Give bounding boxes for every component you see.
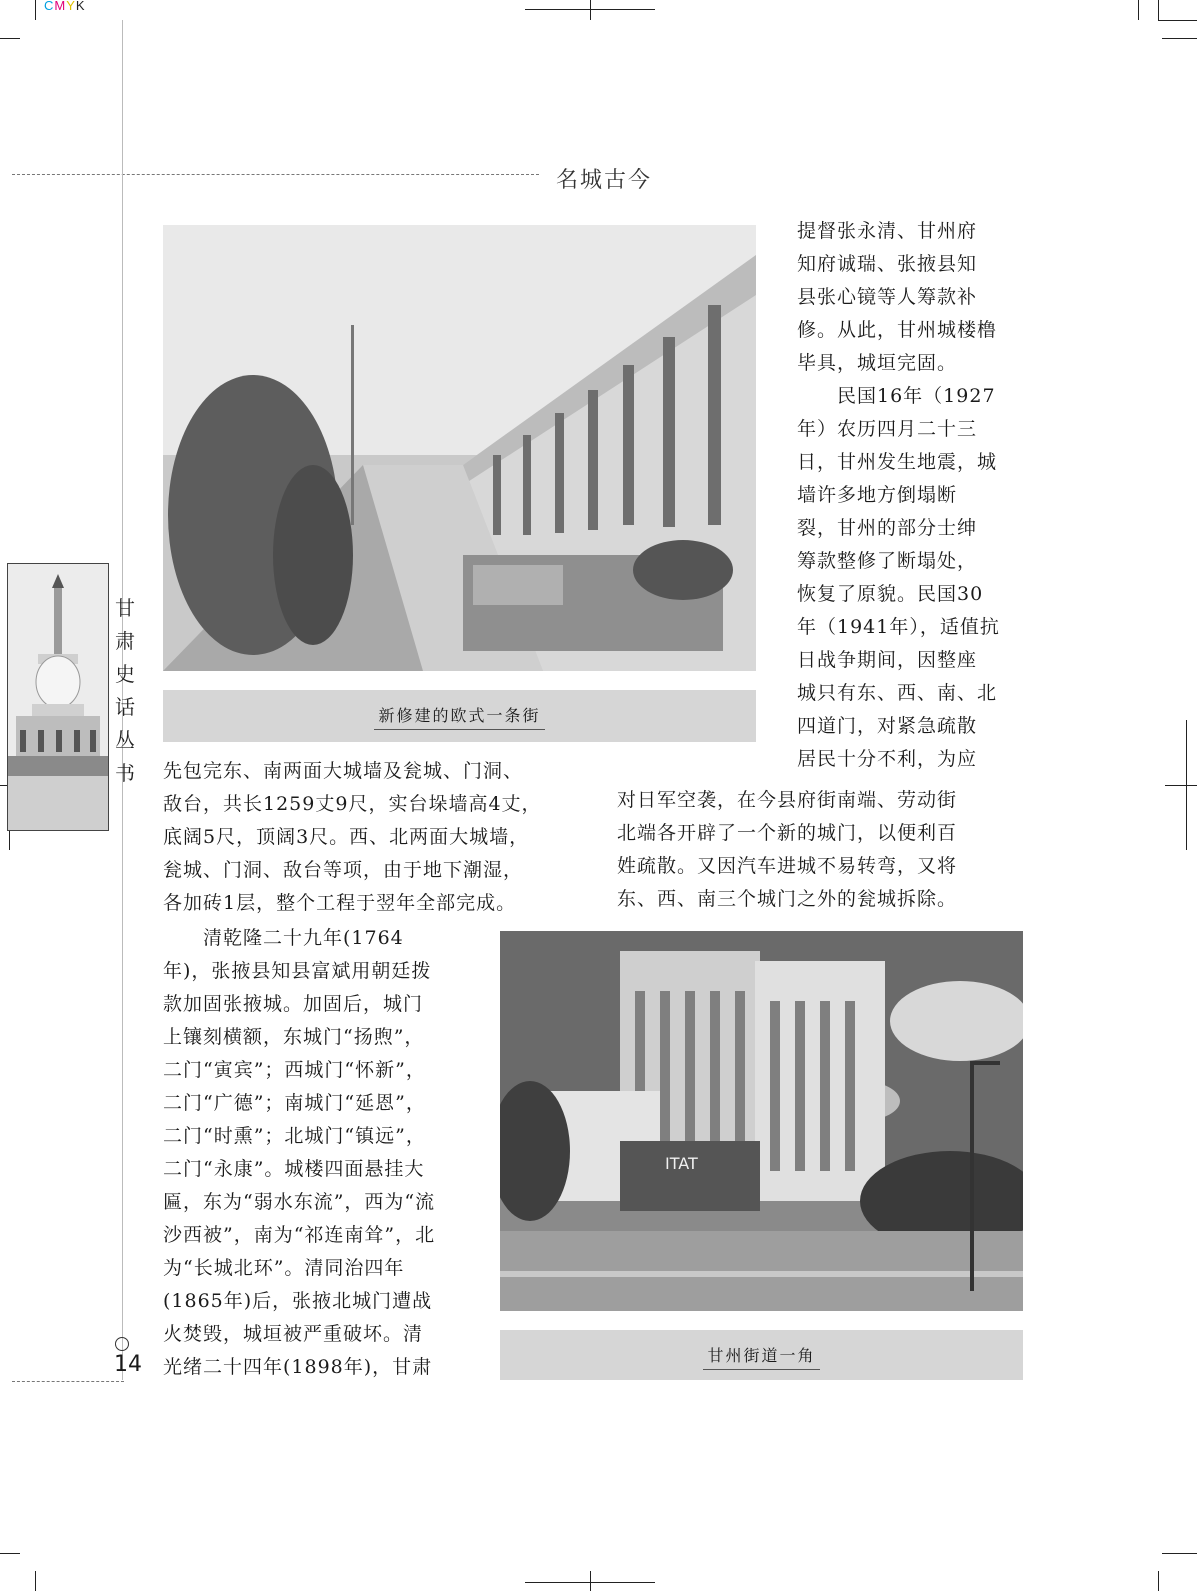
series-char: 甘 (115, 596, 135, 620)
crop-mark (1162, 1553, 1197, 1554)
series-char: 丛 (115, 728, 135, 752)
text-line: 日，甘州发生地震，城 (797, 451, 998, 473)
text-line: 二门“寅宾”；西城门“怀新”， (163, 1059, 426, 1081)
crop-mark (1158, 20, 1197, 21)
text-line: 北端各开辟了一个新的城门，以便利百 (617, 822, 958, 844)
text-line: 底阔5尺，顶阔3尺。西、北两面大城墙， (163, 826, 530, 848)
text-line: 先包完东、南两面大城墙及瓮城、门洞、 (163, 760, 524, 782)
text-line: 年（1941年），适值抗 (797, 616, 1000, 638)
crop-mark (1158, 0, 1159, 20)
body-text-right-top (797, 215, 1027, 776)
page-number: 14 (114, 1352, 142, 1377)
crop-mark (1158, 1571, 1159, 1591)
text-line: 年)，张掖县知县富斌用朝廷拨 (163, 960, 432, 982)
text-line: 上镶刻横额，东城门“扬煦”， (163, 1026, 425, 1048)
crop-mark (0, 1553, 20, 1554)
text-line: 火焚毁，城垣被严重破坏。清 (163, 1323, 424, 1345)
text-line: 对日军空袭，在今县府街南端、劳动街 (617, 789, 958, 811)
text-line: 四道门，对紧急疏散 (797, 715, 978, 737)
text-line: 年）农历四月二十三 (797, 418, 978, 440)
caption-text: 甘州街道一角 (703, 1343, 819, 1370)
text-line: 东、西、南三个城门之外的瓮城拆除。 (617, 888, 958, 910)
crop-mark (35, 0, 36, 20)
text-line: 为“长城北环”。清同治四年 (163, 1257, 405, 1279)
text-line: 敌台，共长1259丈9尺，实台垛墙高4丈， (163, 793, 542, 815)
crop-mark (590, 0, 591, 20)
text-line: 提督张永清、甘州府 (797, 220, 978, 242)
text-line: 筹款整修了断塌处， (797, 550, 978, 572)
text-line: (1865年)后，张掖北城门遭战 (163, 1290, 433, 1312)
series-char: 史 (115, 662, 135, 686)
text-line: 居民十分不利，为应 (797, 748, 978, 770)
text-line: 款加固张掖城。加固后，城门 (163, 993, 424, 1015)
text-line: 姓疏散。又因汽车进城不易转弯，又将 (617, 855, 958, 877)
text-line: 裂，甘州的部分士绅 (797, 517, 978, 539)
street-photo (163, 225, 756, 671)
text-line: 瓮城、门洞、敌台等项，由于地下潮湿， (163, 859, 524, 881)
caption-text: 新修建的欧式一条街 (374, 703, 544, 730)
section-title: 名城古今 (556, 168, 653, 193)
text-line: 日战争期间，因整座 (797, 649, 978, 671)
text-line: 民国16年（1927 (797, 385, 996, 407)
crop-mark (1186, 720, 1187, 850)
text-line: 清乾隆二十九年(1764 (163, 927, 404, 949)
body-text-left-middle (163, 755, 583, 920)
crop-mark (0, 38, 20, 39)
crop-mark (590, 1571, 591, 1591)
footer-dashed-rule (12, 1381, 124, 1382)
series-char: 话 (115, 695, 135, 719)
body-text-left-bottom (163, 922, 475, 1384)
pagoda-thumbnail (7, 563, 109, 831)
text-line: 恢复了原貌。民国30 (797, 583, 984, 605)
text-line: 知府诚瑞、张掖县知 (797, 253, 978, 275)
figure-caption (500, 1330, 1023, 1380)
header-dashed-rule (12, 174, 539, 175)
text-line: 光绪二十四年(1898年)，甘肃 (163, 1356, 433, 1378)
crop-mark (1138, 0, 1139, 20)
crop-mark (1162, 38, 1197, 39)
body-text-right-middle (617, 784, 1027, 916)
text-line: 二门“时熏”；北城门“镇远”， (163, 1125, 426, 1147)
cmyk-color-marks: CMYK (44, 0, 86, 13)
figure-caption (163, 690, 756, 742)
series-char: 书 (115, 761, 135, 785)
text-line: 修。从此，甘州城楼橹 (797, 319, 998, 341)
text-line: 各加砖1层，整个工程于翌年全部完成。 (163, 892, 517, 914)
series-title (112, 592, 138, 790)
page-number-circle (115, 1337, 129, 1351)
text-line: 二门“广德”；南城门“延恩”， (163, 1092, 426, 1114)
billboard-sign: ITAT (665, 1154, 698, 1173)
city-street-photo (500, 931, 1023, 1311)
text-line: 二门“永康”。城楼四面悬挂大 (163, 1158, 425, 1180)
text-line: 县张心镜等人筹款补 (797, 286, 978, 308)
text-line: 沙西被”，南为“祁连南耸”，北 (163, 1224, 436, 1246)
text-line: 毕具，城垣完固。 (797, 352, 958, 374)
text-line: 城只有东、西、南、北 (797, 682, 998, 704)
crop-mark (35, 1571, 36, 1591)
crop-mark (1165, 785, 1197, 786)
text-line: 匾，东为“弱水东流”，西为“流 (163, 1191, 436, 1213)
series-char: 肃 (115, 629, 135, 653)
text-line: 墙许多地方倒塌断 (797, 484, 958, 506)
